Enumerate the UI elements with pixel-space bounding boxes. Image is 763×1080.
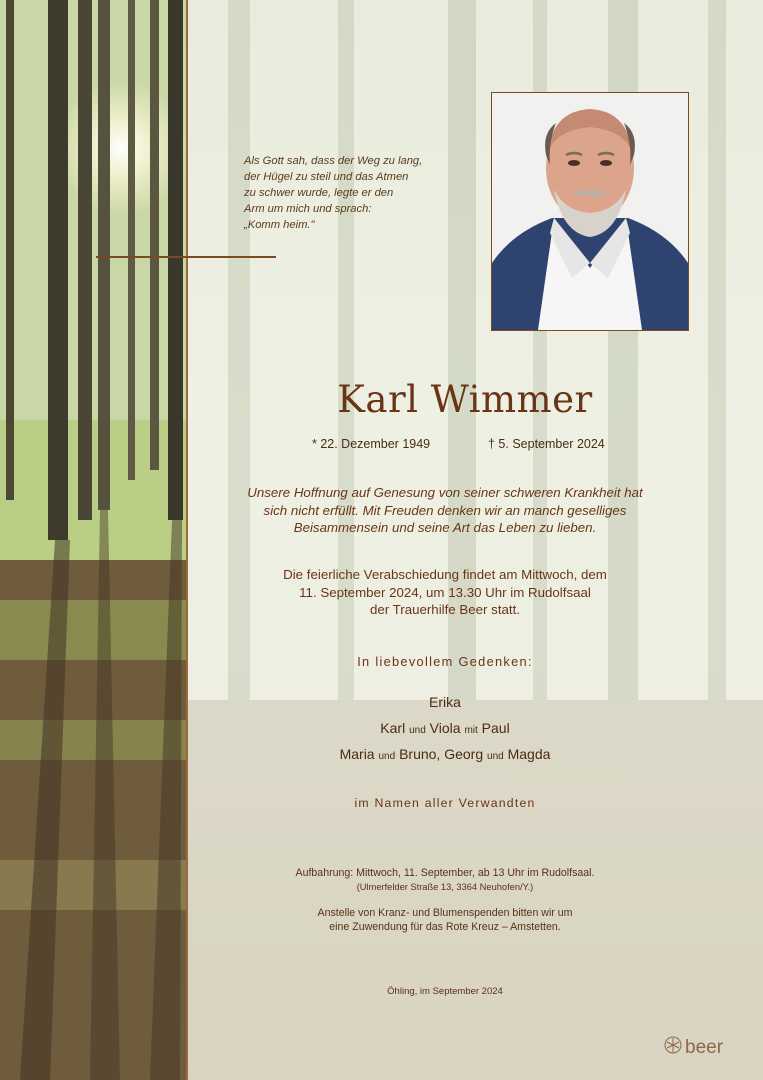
quote-line: Als Gott sah, dass der Weg zu lang, xyxy=(244,155,423,167)
family-member: Magda xyxy=(507,746,551,762)
place-date: Öhling, im September 2024 xyxy=(387,986,503,997)
beer-logo xyxy=(664,1036,723,1060)
anstelle-info xyxy=(230,906,660,934)
birth-date: * 22. Dezember 1949 xyxy=(312,437,431,451)
family-connector: und xyxy=(487,751,504,762)
quote-line: „Komm heim." xyxy=(244,219,315,231)
family-connector: und xyxy=(378,751,396,762)
farewell-line: der Trauerhilfe Beer statt. xyxy=(369,602,521,617)
gedenken-heading: In liebevollem Gedenken: xyxy=(357,654,533,669)
family-connector: und xyxy=(409,725,426,736)
family-line xyxy=(230,746,660,762)
family-member: Maria xyxy=(339,746,375,762)
farewell-line: Die feierliche Verabschiedung findet am Mittwoch, dem xyxy=(283,567,607,582)
hope-paragraph xyxy=(230,484,660,537)
aufbahrung-info xyxy=(230,866,660,894)
portrait-photo xyxy=(491,92,689,331)
family-connector: mit xyxy=(464,725,478,736)
logo-text: beer xyxy=(685,1037,724,1058)
memorial-quote xyxy=(244,153,464,233)
forest-image-strip xyxy=(0,0,188,1080)
namen-line: im Namen aller Verwandten xyxy=(354,796,536,810)
hope-line: Beisammensein und seine Art das Leben zu lieben. xyxy=(293,520,597,535)
aufbahrung-line: Aufbahrung: Mittwoch, 11. September, ab 13 Uhr im Rudolfsaal. xyxy=(295,867,595,879)
quote-line: zu schwer wurde, legte er den xyxy=(244,187,394,199)
quote-line: Arm um mich und sprach: xyxy=(244,203,372,215)
farewell-line: 11. September 2024, um 13.30 Uhr im Rudolfsaal xyxy=(299,584,591,600)
cross-vertical-line xyxy=(186,0,188,1080)
hope-line: sich nicht erfüllt. Mit Freuden denken wir an manch geselliges xyxy=(263,502,627,518)
family-line xyxy=(230,720,660,736)
family-member: Bruno, Georg xyxy=(399,746,484,762)
anstelle-line: eine Zuwendung für das Rote Kreuz – Amstetten. xyxy=(329,921,561,933)
quote-line: der Hügel zu steil und das Atmen xyxy=(244,171,409,183)
death-date: † 5. September 2024 xyxy=(488,437,605,451)
family-member: Erika xyxy=(429,694,461,710)
cross-horizontal-line xyxy=(96,256,276,258)
family-line xyxy=(230,694,660,710)
farewell-paragraph xyxy=(230,566,660,619)
family-member: Paul xyxy=(481,720,510,736)
aufbahrung-address: (Ulmerfelder Straße 13, 3364 Neuhofen/Y.) xyxy=(356,882,534,892)
dandelion-icon xyxy=(664,1036,682,1060)
deceased-name: Karl Wimmer xyxy=(337,378,593,421)
family-member: Karl xyxy=(380,720,406,736)
anstelle-line: Anstelle von Kranz- und Blumenspenden bitten wir um xyxy=(317,907,573,919)
hope-line: Unsere Hoffnung auf Genesung von seiner schweren Krankheit hat xyxy=(247,485,643,500)
family-member: Viola xyxy=(429,720,461,736)
